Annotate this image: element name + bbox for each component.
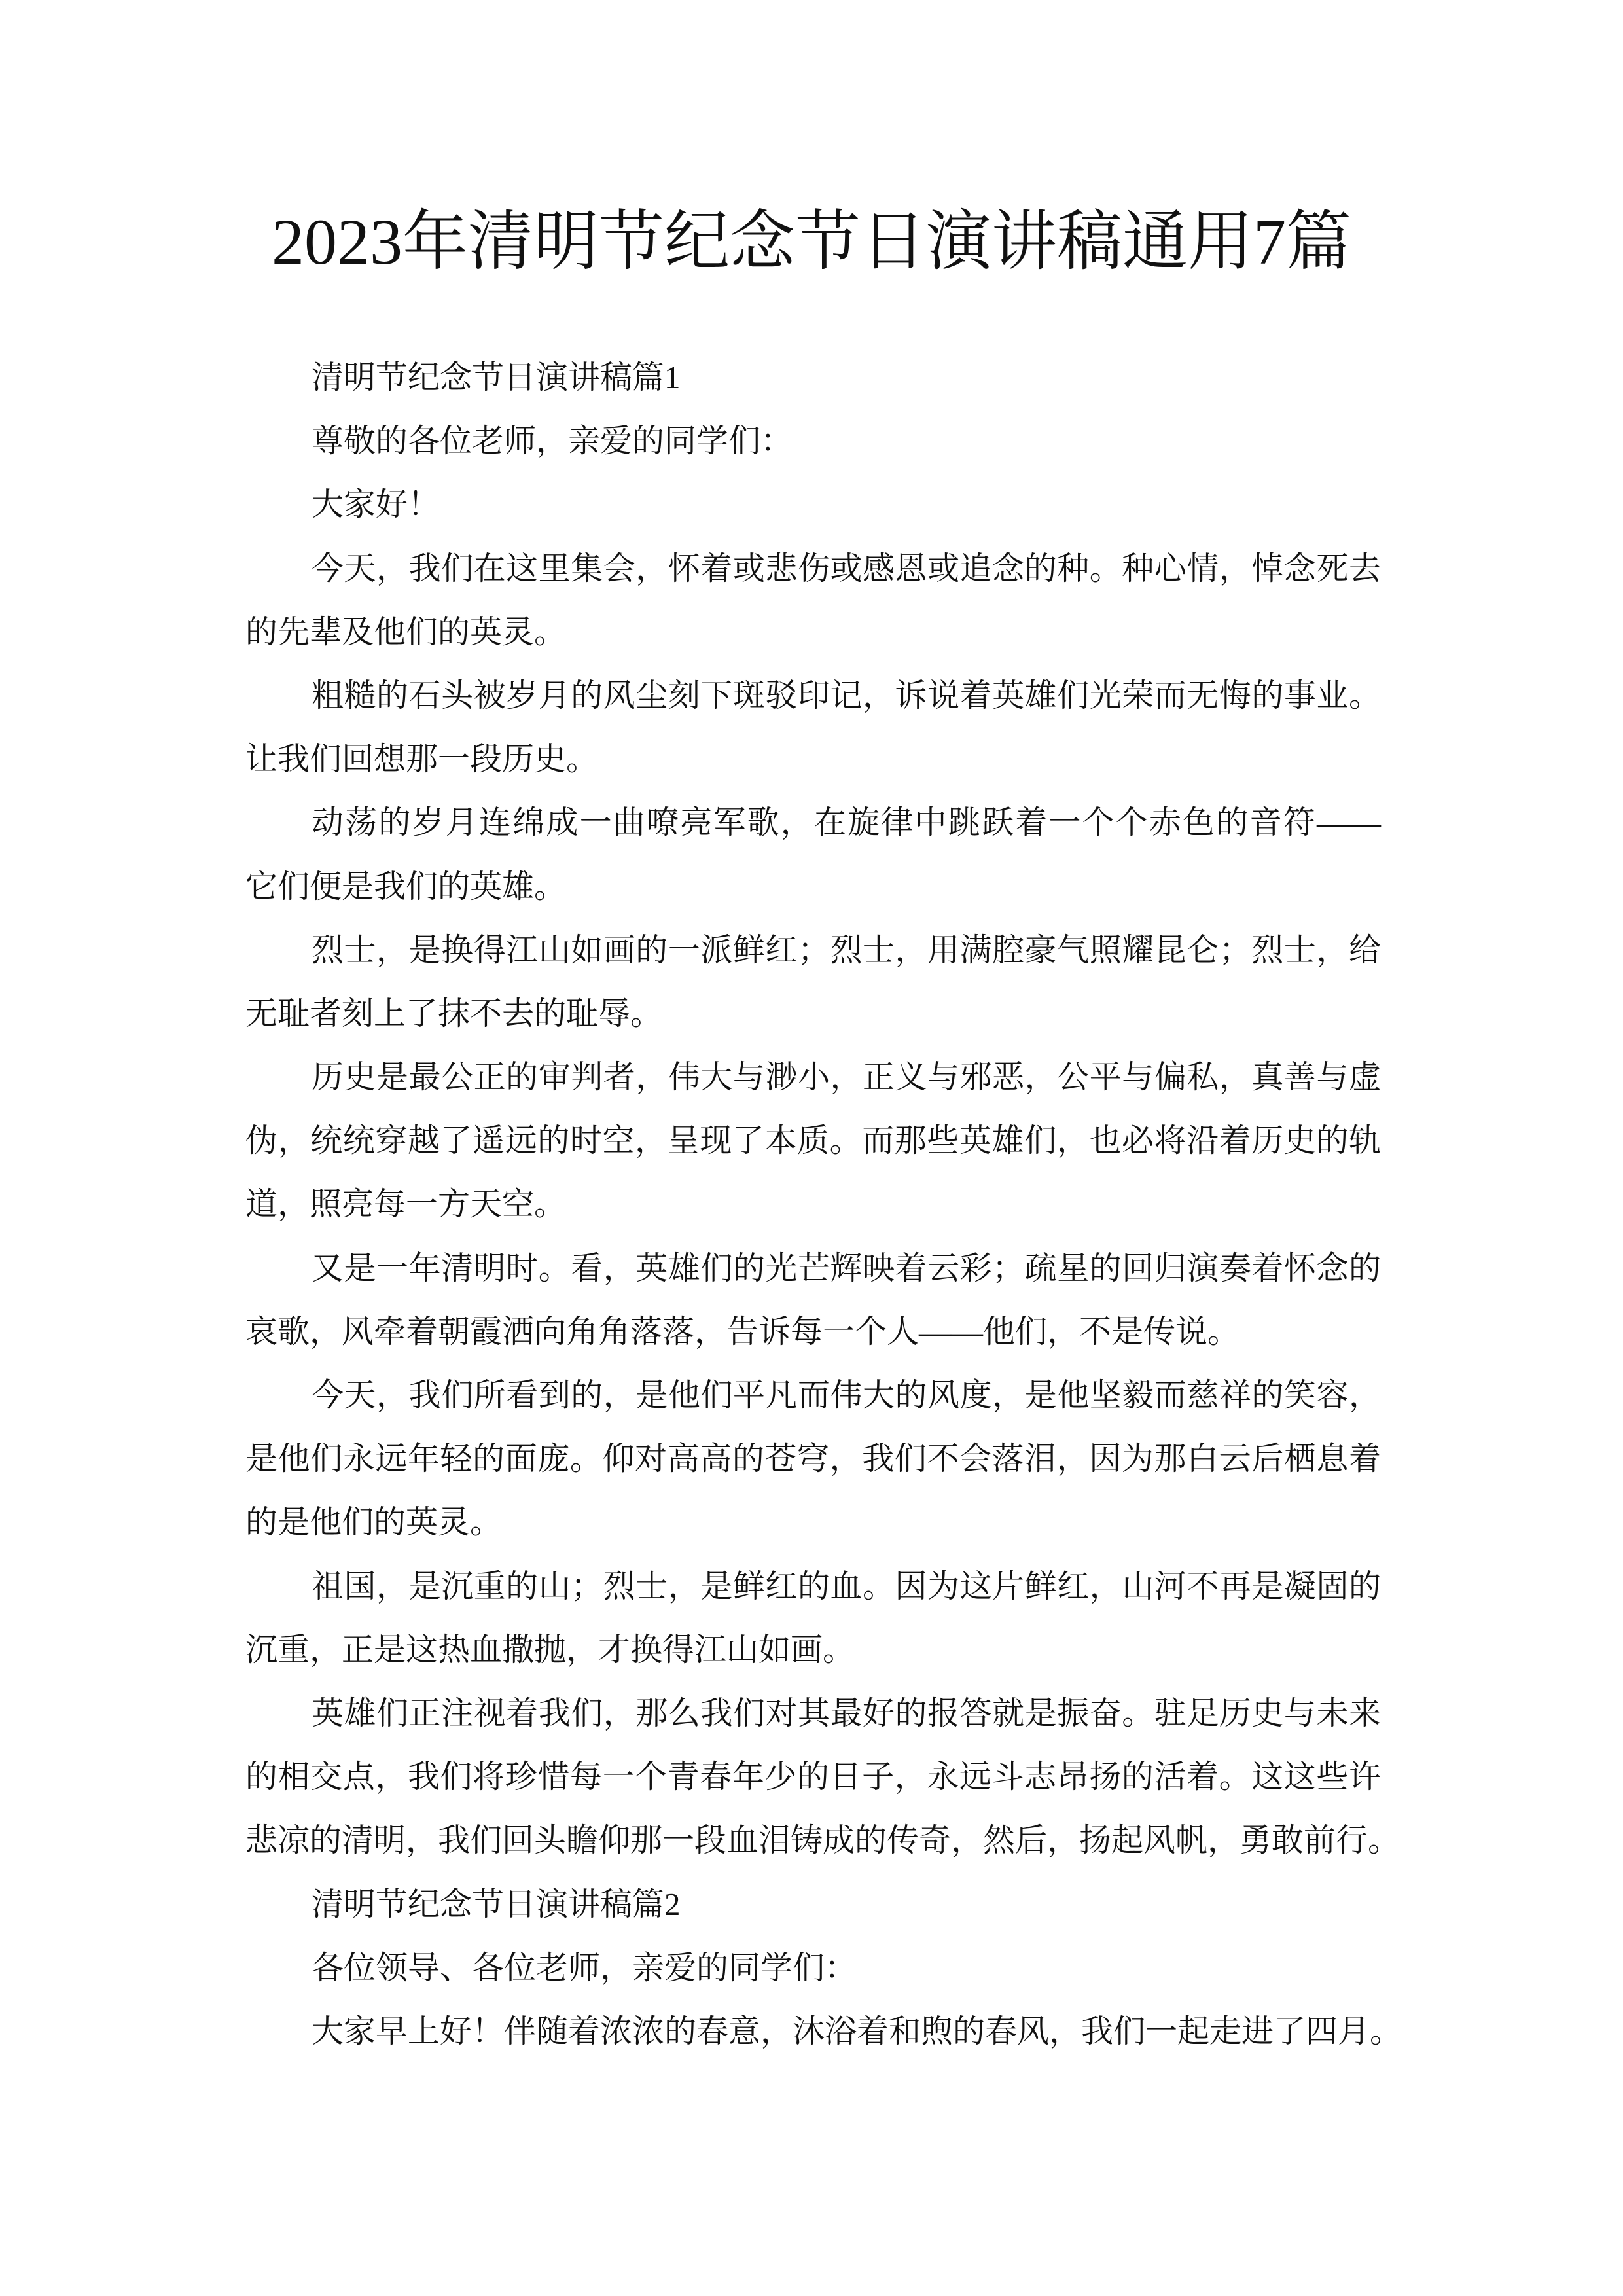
text-line: 大家早上好！伴随着浓浓的春意，沐浴着和煦的春风，我们一起走进了四月。 — [312, 2013, 1402, 2049]
text-line: 让我们回想那一段历史。 — [245, 741, 599, 778]
paragraph — [245, 1045, 1381, 1236]
text-line: 哀歌，风牵着朝霞洒向角角落落，告诉每一个人——他们，不是传说。 — [245, 1313, 1240, 1350]
paragraph — [245, 537, 1381, 664]
text-line: 粗糙的石头被岁月的风尘刻下斑驳印记，诉说着英雄们光荣而无悔的事业。 — [312, 677, 1381, 713]
text-line: 今天，我们所看到的，是他们平凡而伟大的风度，是他坚毅而慈祥的笑容， — [312, 1377, 1381, 1413]
paragraph — [245, 1363, 1381, 1554]
text-line: 道，照亮每一方天空。 — [245, 1186, 567, 1223]
text-line: 的是他们的英灵。 — [245, 1504, 503, 1541]
document-body — [245, 346, 1402, 2063]
paragraph — [245, 1554, 1381, 1681]
text-line: 英雄们正注视着我们，那么我们对其最好的报答就是振奋。驻足历史与未来 — [312, 1695, 1381, 1731]
text-line: 沉重，正是这热血撒抛，才换得江山如画。 — [245, 1631, 855, 1668]
text-line: 烈士，是换得江山如画的一派鲜红；烈士，用满腔豪气照耀昆仑；烈士，给 — [312, 931, 1381, 968]
paragraph — [245, 791, 1381, 918]
paragraph — [245, 346, 1381, 409]
text-line: 祖国，是沉重的山；烈士，是鲜红的血。因为这片鲜红，山河不再是凝固的 — [312, 1568, 1381, 1604]
text-line: 的先辈及他们的英灵。 — [245, 613, 567, 650]
paragraph — [245, 1873, 1381, 1936]
paragraph — [245, 918, 1381, 1045]
text-line: 各位领导、各位老师，亲爱的同学们： — [312, 1949, 857, 1986]
text-line: 是他们永远年轻的面庞。仰对高高的苍穹，我们不会落泪，因为那白云后栖息着 — [245, 1441, 1381, 1477]
paragraph — [245, 409, 1381, 473]
text-line: 历史是最公正的审判者，伟大与渺小，正义与邪恶，公平与偏私，真善与虚 — [312, 1059, 1381, 1096]
text-line: 无耻者刻上了抹不去的耻辱。 — [245, 995, 663, 1031]
text-line: 它们便是我们的英雄。 — [245, 868, 567, 905]
text-line: 今天，我们在这里集会，怀着或悲伤或感恩或追念的种。种心情，悼念死去 — [312, 550, 1381, 586]
text-line: 又是一年清明时。看，英雄们的光芒辉映着云彩；疏星的回归演奏着怀念的 — [312, 1249, 1381, 1286]
text-line: 尊敬的各位老师，亲爱的同学们： — [312, 423, 793, 459]
text-line: 悲凉的清明，我们回头瞻仰那一段血泪铸成的传奇，然后，扬起风帆，勇敢前行。 — [245, 1822, 1400, 1859]
text-line: 大家好！ — [312, 486, 440, 523]
text-line: 伪，统统穿越了遥远的时空，呈现了本质。而那些英雄们，也必将沿着历史的轨 — [245, 1122, 1381, 1159]
text-line: 动荡的岁月连绵成一曲嘹亮军歌，在旋律中跳跃着一个个赤色的音符—— — [312, 804, 1381, 841]
paragraph — [245, 664, 1381, 791]
paragraph — [245, 2000, 1402, 2063]
text-line: 清明节纪念节日演讲稿篇2 — [312, 1886, 681, 1922]
paragraph — [245, 1936, 1381, 2000]
document-title: 2023年清明节纪念节日演讲稿通用7篇 — [272, 206, 1351, 278]
text-line: 的相交点，我们将珍惜每一个青春年少的日子，永远斗志昂扬的活着。这这些许 — [245, 1759, 1381, 1795]
paragraph — [245, 1236, 1381, 1363]
paragraph — [245, 1681, 1400, 1873]
text-line: 清明节纪念节日演讲稿篇1 — [312, 359, 681, 395]
paragraph — [245, 473, 1381, 536]
